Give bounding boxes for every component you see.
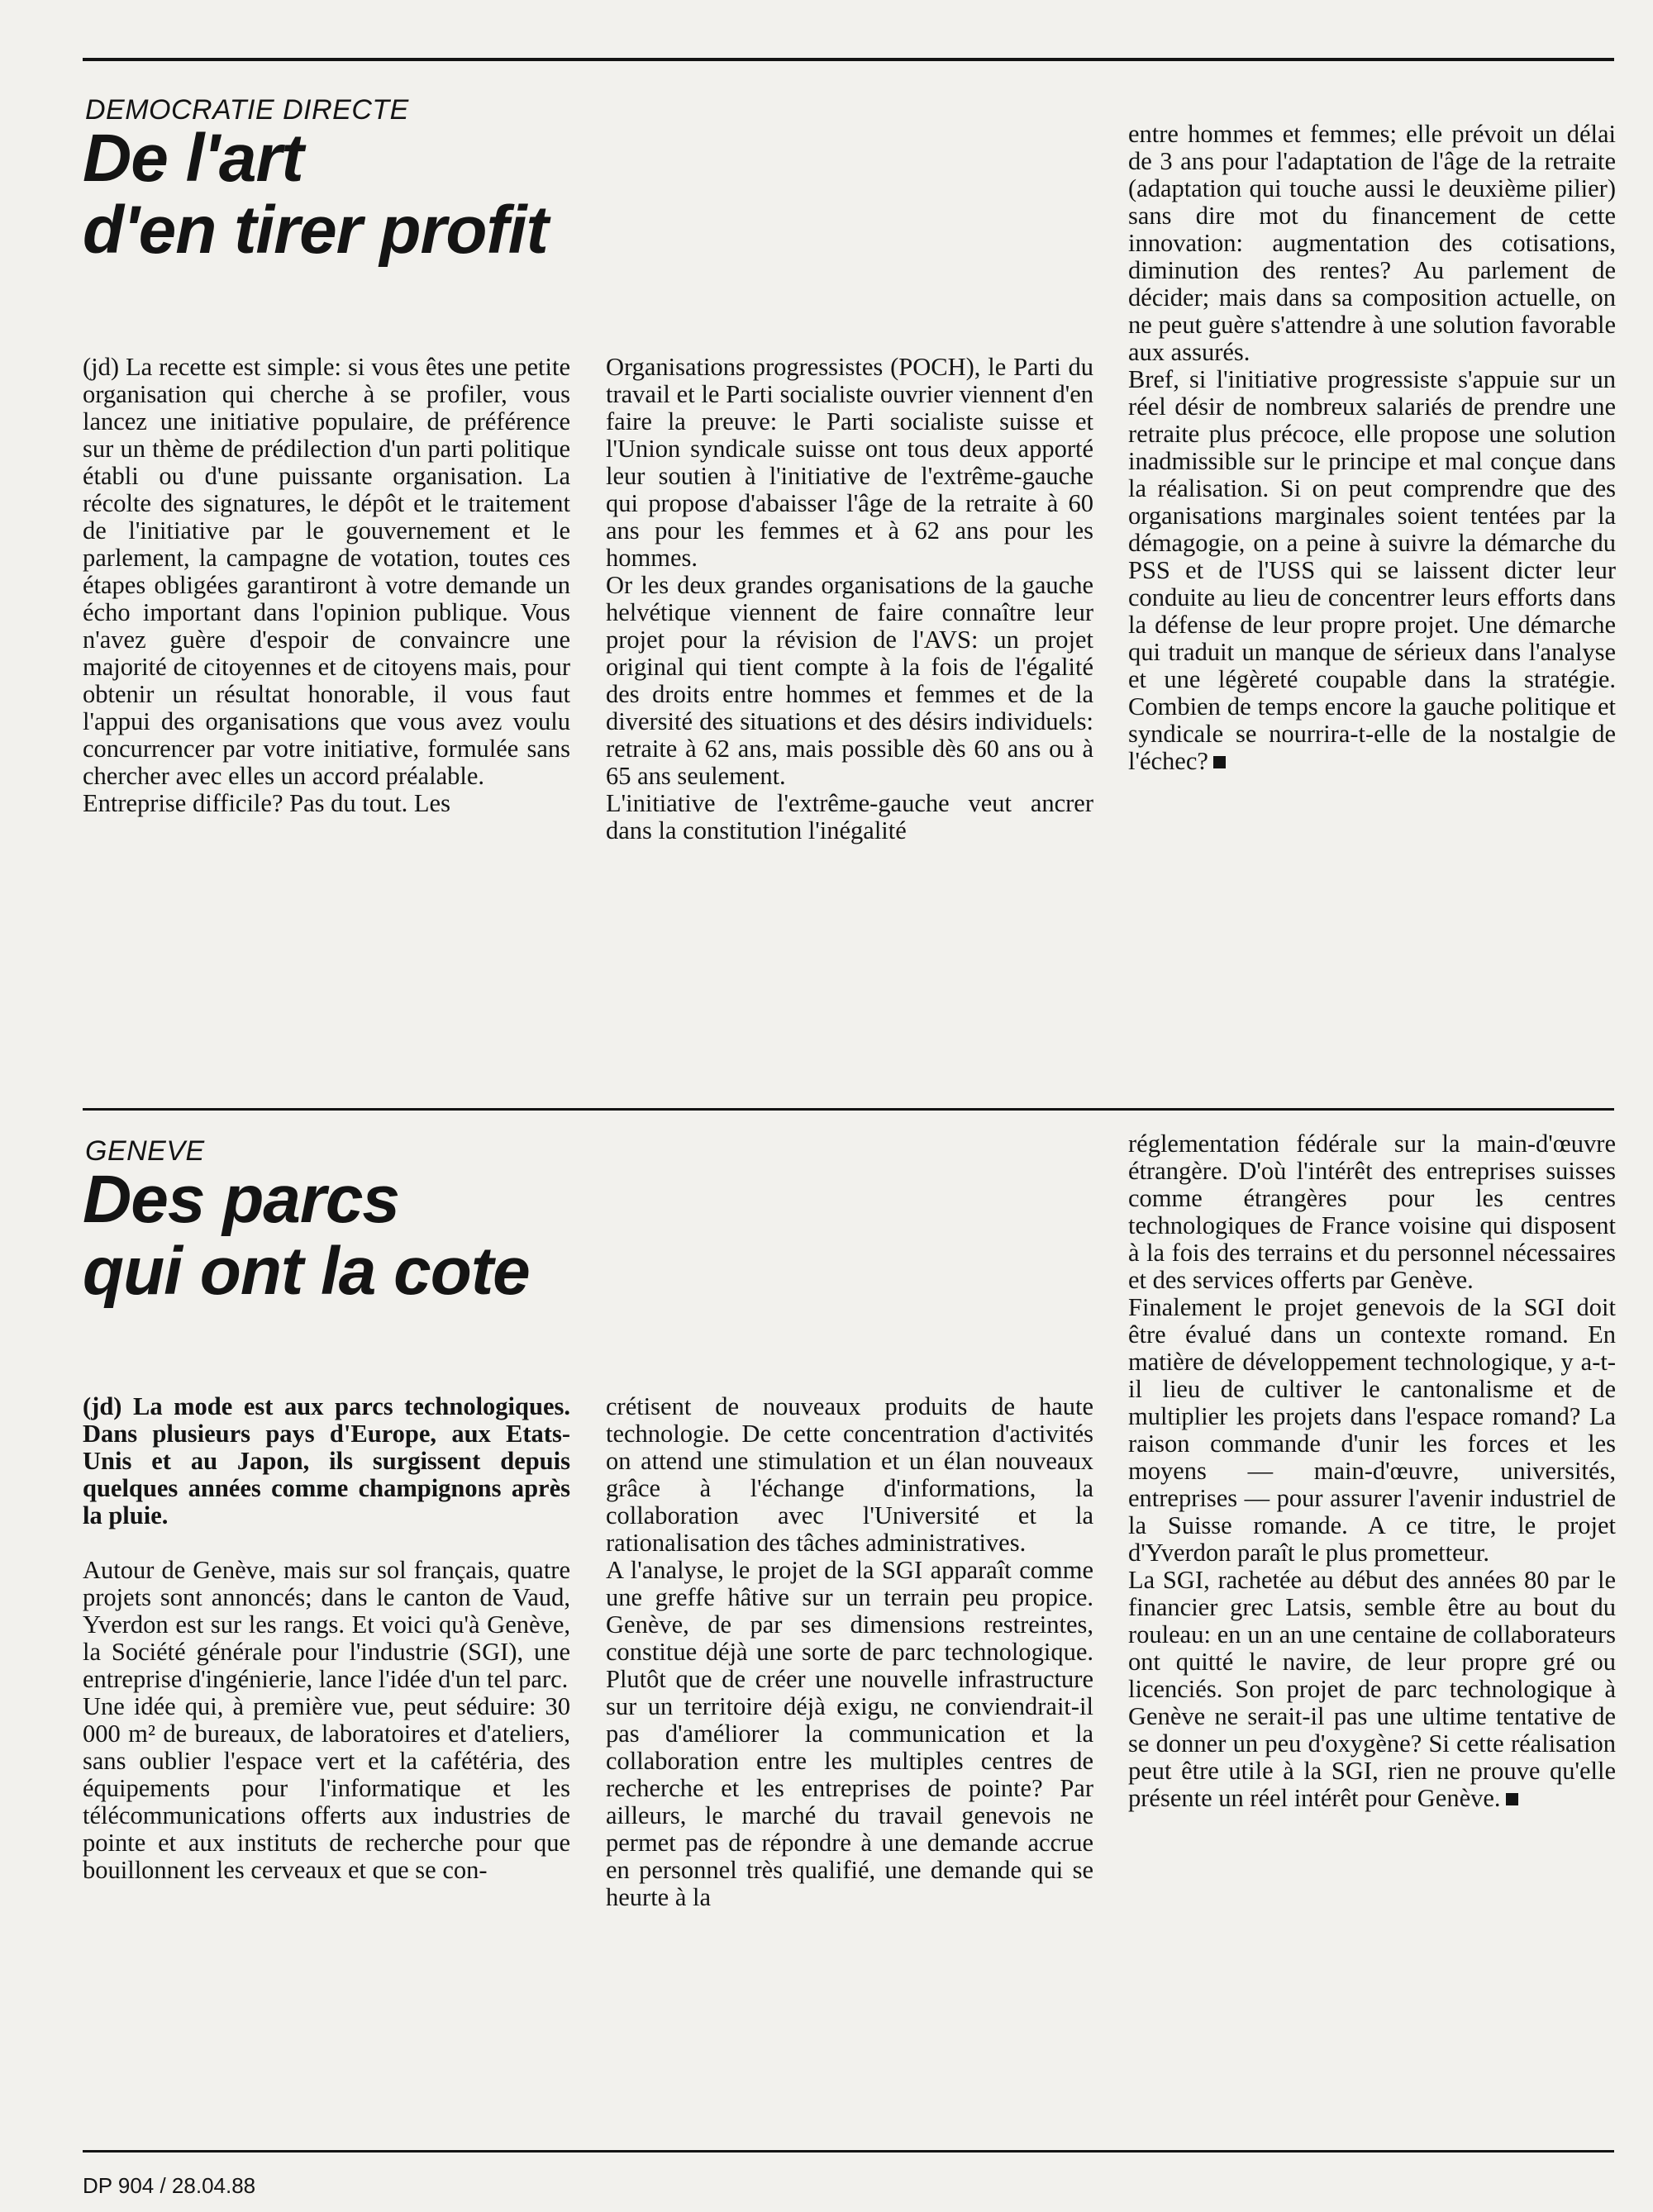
- article2-headline: [83, 1163, 661, 1307]
- article1-col3-para: entre hommes et femmes; elle prévoit un délai de 3 ans pour l'adaptation de l'âge de la retraite (adaptation qui touche aussi le deuxième pilier) sans dire mot du financement de cette innovation: augmentation des cotisations, diminution des rentes? Au parlement de décider; mais dans sa composition actuelle, on ne peut guère s'attendre à une solution favorable aux assurés.: [1128, 120, 1616, 366]
- article2-kicker: GENEVE: [85, 1135, 205, 1167]
- end-of-article-mark: [1506, 1793, 1518, 1805]
- article2-headline-line2: qui ont la cote: [83, 1234, 530, 1309]
- article1-kicker: DEMOCRATIE DIRECTE: [85, 94, 409, 126]
- article-democratie-directe: [83, 83, 1614, 1082]
- article-geneve: [83, 1124, 1614, 2115]
- article-divider-rule: [83, 1108, 1614, 1111]
- bottom-rule: [83, 2150, 1614, 2153]
- article2-column-3: [1128, 1130, 1616, 1812]
- article1-col2-para: Organisations progressistes (POCH), le Parti du travail et le Parti socialiste ouvrier viennent d'en faire la preuve: le Parti socialiste suisse et l'Union syndicale suisse ont tous deux apporté leur soutien à l'initiative de l'extrême-gauche qui propose d'abaisser l'âge de la retraite à 60 ans pour les femmes et à 62 ans pour les hommes.: [606, 353, 1093, 572]
- article2-col3-para: Finalement le projet genevois de la SGI doit être évalué dans un contexte romand. En matière de développement technologique, y a-t-il lieu de cultiver le cantonalisme et de multiplier les projets dans l'espace romand? La raison commande d'unir les forces et les moyens — main-d'œuvre, universités, entreprises — pour assurer l'avenir industriel de la Suisse romande. A ce titre, le projet d'Yverdon paraît le plus prometteur.: [1128, 1293, 1616, 1567]
- article2-col1-para: Une idée qui, à première vue, peut séduire: 30 000 m² de bureaux, de laboratoires et d'ateliers, sans oublier l'espace vert et la cafétéria, des équipements pour l'informatique et les télécommunications offerts aux industries de pointe et aux instituts de recherche pour que bouillonnent les cerveaux et que se con-: [83, 1692, 570, 1884]
- article1-column-2: [606, 354, 1093, 844]
- article1-col2-para: L'initiative de l'extrême-gauche veut ancrer dans la constitution l'inégalité: [606, 789, 1093, 844]
- article1-col1-para: Entreprise difficile? Pas du tout. Les: [83, 789, 450, 817]
- article2-lead: (jd) La mode est aux parcs technologiques. Dans plusieurs pays d'Europe, aux Etats-Unis et au Japon, ils surgissent depuis quelques années comme champignons après la pluie.: [83, 1392, 570, 1529]
- top-rule: [83, 58, 1614, 61]
- article2-col3-para-last: [1128, 1567, 1616, 1812]
- article2-col3-para-text: La SGI, rachetée au début des années 80 par le financier grec Latsis, semble être au bout du rouleau: en un an une centaine de collaborateurs ont quitté le navire, de leur propre gré ou licenciés. Son projet de parc technologique à Genève ne serait-il pas une ultime tentative de se donner un peu d'oxygène? Si cette réalisation peut être utile à la SGI, rien ne prouve qu'elle présente un réel intérêt pour Genève.: [1128, 1566, 1616, 1812]
- article1-column-1: [83, 354, 570, 817]
- article2-column-1: [83, 1393, 570, 1884]
- end-of-article-mark: [1213, 756, 1226, 768]
- article1-headline: [83, 122, 661, 266]
- article1-col2-para: Or les deux grandes organisations de la gauche helvétique viennent de faire connaître leur projet pour la révision de l'AVS: un projet original qui tient compte à la fois de l'égalité des droits entre hommes et femmes et de la diversité des situations et des désirs individuels: retraite à 62 ans, mais possible dès 60 ans ou à 65 ans seulement.: [606, 571, 1093, 790]
- article2-col2-para: crétisent de nouveaux produits de haute technologie. De cette concentration d'activités on attend une stimulation et un élan nouveaux grâce à l'échange d'informations, la collaboration avec l'Université et la rationalisation des tâches administratives.: [606, 1392, 1093, 1557]
- article1-headline-line2: d'en tirer profit: [83, 193, 548, 268]
- article1-col3-para-text: Bref, si l'initiative progressiste s'appuie sur un réel désir de nombreux salariés de prendre une retraite plus précoce, elle propose une solution inadmissible sur le principe et mal conçue dans la réalisation. Si on peut comprendre que des organisations marginales soient tentées par la démagogie, on a peine à suivre la démarche du PSS et de l'USS qui se laissent dicter leur conduite au lieu de concentrer leurs efforts dans la défense de leur propre projet. Une démarche qui traduit un manque de sérieux dans l'analyse et une légèreté coupable dans la stratégie. Combien de temps encore la gauche politique et syndicale se nourrira-t-elle de la nostalgie de l'échec?: [1128, 365, 1616, 775]
- article2-col3-para: réglementation fédérale sur la main-d'œuvre étrangère. D'où l'intérêt des entreprises suisses comme étrangères pour les centres technologiques de France voisine qui disposent à la fois des terrains et du personnel nécessaires et des services offerts par Genève.: [1128, 1130, 1616, 1294]
- article1-col1-para: (jd) La recette est simple: si vous êtes une petite organisation qui cherche à se profiler, vous lancez une initiative populaire, de préférence sur un thème de prédilection d'un parti politique établi ou d'une puissante organisation. La récolte des signatures, le dépôt et le traitement de l'initiative par le gouvernement et le parlement, la campagne de votation, toutes ces étapes obligées garantiront à votre demande un écho important dans l'opinion publique. Vous n'avez guère d'espoir de convaincre une majorité de citoyennes et de citoyens mais, pour obtenir un résultat honorable, il vous faut l'appui des organisations que vous avez voulu concurrencer par votre initiative, formulée sans chercher avec elles un accord préalable.: [83, 353, 570, 790]
- article1-headline-line1: De l'art: [83, 121, 303, 196]
- article2-col1-para: Autour de Genève, mais sur sol français, quatre projets sont annoncés; dans le canton de Vaud, Yverdon est sur les rangs. Et voici qu'à Genève, la Société générale pour l'industrie (SGI), une entreprise d'ingénierie, lance l'idée d'un tel parc.: [83, 1556, 570, 1693]
- article2-col2-para: A l'analyse, le projet de la SGI apparaît comme une greffe hâtive sur un terrain peu propice. Genève, de par ses dimensions restreintes, constitue déjà une sorte de parc technologique. Plutôt que de créer une nouvelle infrastructure sur un territoire déjà exigu, ne conviendrait-il pas d'améliorer la communication et la collaboration entre les multiples centres de recherche et les entreprises de pointe? Par ailleurs, le marché du travail genevois ne permet pas de répondre à une demande accrue en personnel très qualifié, une demande qui se heurte à la: [606, 1556, 1093, 1911]
- article2-column-2: [606, 1393, 1093, 1911]
- article2-headline-line1: Des parcs: [83, 1162, 400, 1237]
- page-footer-issue-date: DP 904 / 28.04.88: [83, 2173, 256, 2198]
- article1-col3-para-last: [1128, 366, 1616, 775]
- article1-column-3: [1128, 121, 1616, 775]
